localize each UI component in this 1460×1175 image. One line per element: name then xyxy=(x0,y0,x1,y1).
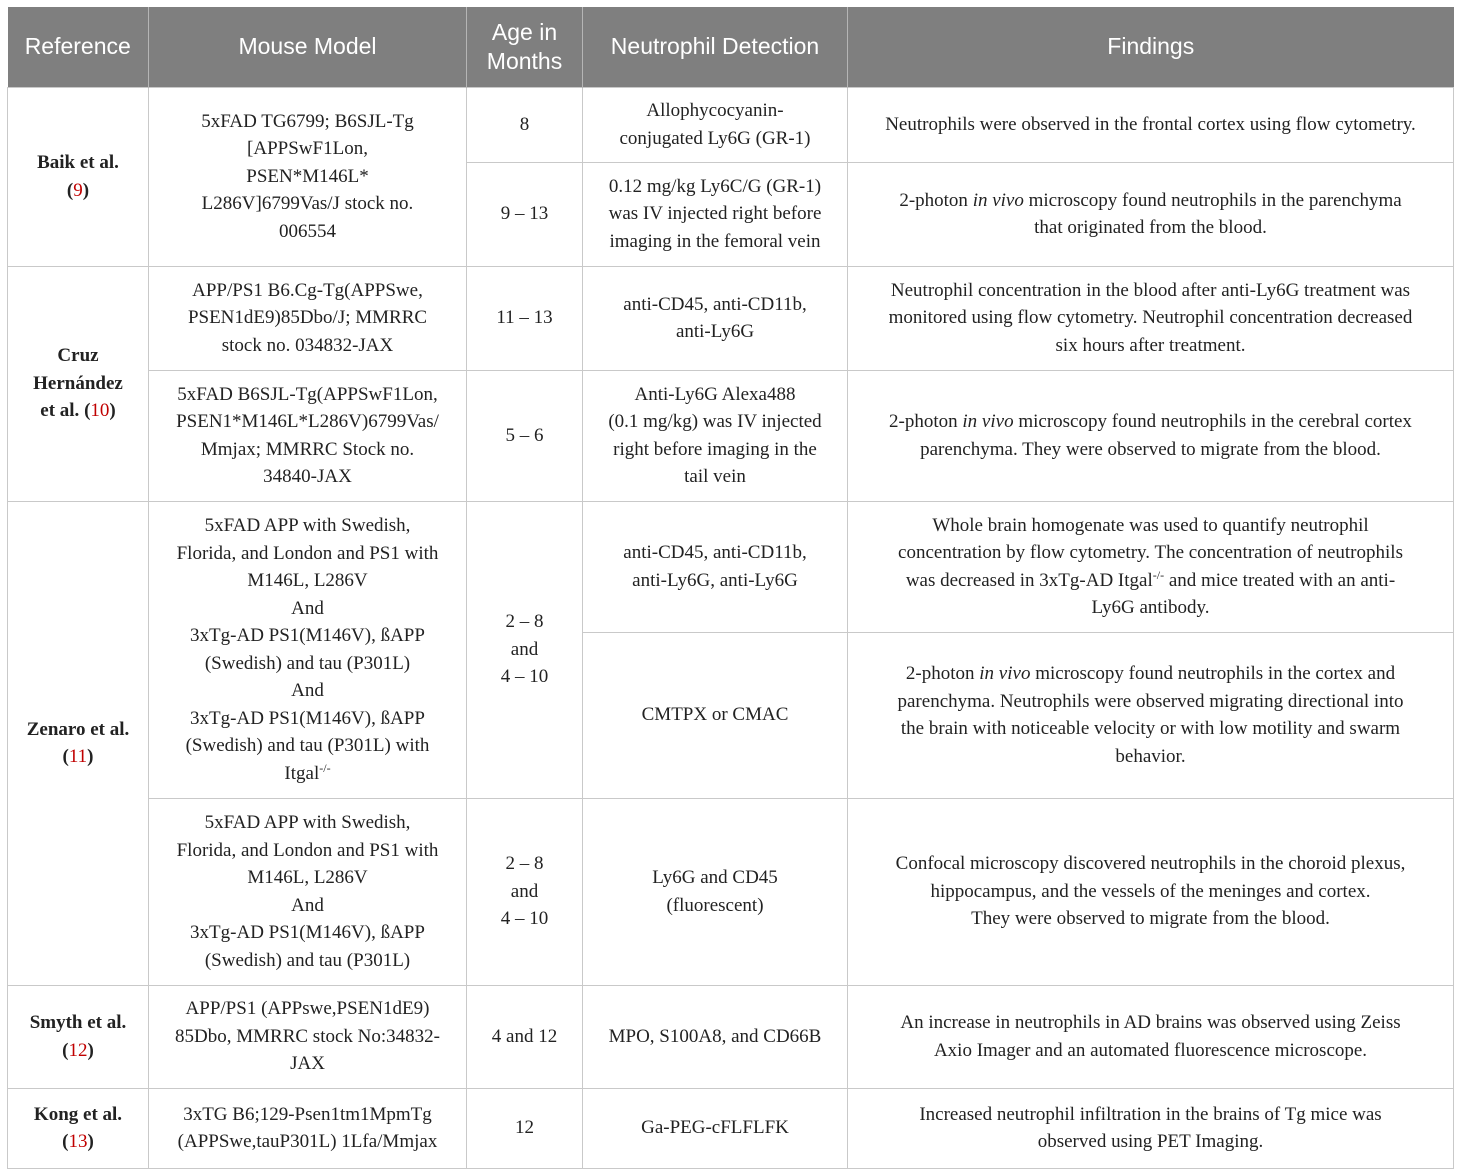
mouse-model-text: 5xFAD APP with Swedish, Florida, and London and PS1 with M146L, L286V And 3xTg-AD PS1(M146V), ßAPP (Swedish) and tau (P301L) And 3xTg-AD PS1(M146V), ßAPP (Swedish) and tau (P301L) with Itgal xyxy=(176,515,439,784)
detection-cell: CMTPX or CMAC xyxy=(583,632,848,798)
findings-text: and mice treated with an anti- Ly6G antibody. xyxy=(1091,569,1396,618)
findings-cell: Increased neutrophil infiltration in the brains of Tg mice was observed using PET Imaging. xyxy=(848,1088,1454,1168)
findings-cell: Neutrophil concentration in the blood after anti-Ly6G treatment was monitored using flow cytometry. Neutrophil concentration decreased six hours after treatment. xyxy=(848,266,1454,370)
findings-text: Whole brain homogenate was used to quantify neutrophil concentration by flow cytometry. The concentration of neutrophils was decreased in 3xTg-AD Itgal xyxy=(898,514,1403,591)
findings-emphasis: in vivo xyxy=(962,411,1014,432)
findings-cell xyxy=(848,162,1454,266)
age-cell: 8 xyxy=(467,87,583,162)
age-cell: 9 – 13 xyxy=(467,162,583,266)
detection-cell: anti-CD45, anti-CD11b, anti-Ly6G xyxy=(583,266,848,370)
findings-cell: Confocal microscopy discovered neutrophils in the choroid plexus, hippocampus, and the vessels of the meninges and cortex. They were observed to migrate from the blood. xyxy=(848,798,1454,985)
reference-cell: Kong et al. (13) xyxy=(8,1088,149,1168)
detection-cell: MPO, S100A8, and CD66B xyxy=(583,985,848,1088)
reference-name: Zenaro et al. xyxy=(26,718,130,740)
findings-text: microscopy found neutrophils in the parenchyma that originated from the blood. xyxy=(1028,189,1402,238)
age-cell: 4 and 12 xyxy=(467,985,583,1088)
findings-cell xyxy=(848,632,1454,798)
table-row xyxy=(8,266,1454,370)
table-header-row xyxy=(8,7,1454,87)
age-cell: 5 – 6 xyxy=(467,370,583,501)
table-row xyxy=(8,1088,1454,1168)
header-age: Age in Months xyxy=(467,7,583,87)
header-findings: Findings xyxy=(848,7,1454,87)
reference-name: Baik et al. xyxy=(37,152,119,173)
findings-text: 2-photon xyxy=(899,189,973,211)
mouse-model-cell: 5xFAD APP with Swedish, Florida, and London and PS1 with M146L, L286V And 3xTg-AD PS1(M146V), ßAPP (Swedish) and tau (P301L) xyxy=(149,798,467,985)
header-mouse-model: Mouse Model xyxy=(149,7,467,87)
age-cell: 11 – 13 xyxy=(467,266,583,370)
findings-cell xyxy=(848,501,1454,632)
reference-cell: Cruz Hernández et al. (10) xyxy=(8,266,149,501)
mouse-model-cell: 5xFAD B6SJL-Tg(APPSwF1Lon, PSEN1*M146L*L286V)6799Vas/ Mmjax; MMRRC Stock no. 34840-JAX xyxy=(149,370,467,501)
reference-link[interactable]: 13 xyxy=(68,1131,88,1152)
age-cell: 12 xyxy=(467,1088,583,1168)
reference-name: Smyth et al. xyxy=(29,1012,127,1033)
mouse-model-cell xyxy=(149,501,467,798)
reference-name: Kong et al. xyxy=(33,1103,123,1125)
findings-text: microscopy found neutrophils in the cerebral cortex parenchyma. They were observed to migrate from the blood. xyxy=(920,411,1412,460)
table-row xyxy=(8,87,1454,162)
neutrophil-studies-table xyxy=(7,7,1454,1169)
findings-text: microscopy found neutrophils in the cortex and parenchyma. Neutrophils were observed migrating directional into the brain with noticeable velocity or with low motility and swarm behavior. xyxy=(897,663,1404,767)
findings-cell xyxy=(848,370,1454,501)
age-cell: 2 – 8 and 4 – 10 xyxy=(467,798,583,985)
findings-text: 2-photon xyxy=(905,663,980,684)
reference-link[interactable]: 10 xyxy=(90,400,110,422)
mouse-model-cell: APP/PS1 B6.Cg-Tg(APPSwe, PSEN1dE9)85Dbo/J; MMRRC stock no. 034832-JAX xyxy=(149,266,467,370)
reference-name: Cruz Hernández et al. xyxy=(33,345,123,422)
header-detection: Neutrophil Detection xyxy=(583,7,848,87)
detection-cell: Ga-PEG-cFLFLFK xyxy=(583,1088,848,1168)
table-row xyxy=(8,501,1454,632)
findings-cell: Neutrophils were observed in the frontal cortex using flow cytometry. xyxy=(848,87,1454,162)
reference-cell: Zenaro et al. (11) xyxy=(8,501,149,985)
findings-emphasis: in vivo xyxy=(979,663,1031,684)
reference-link[interactable]: 9 xyxy=(73,179,83,201)
detection-cell: 0.12 mg/kg Ly6C/G (GR-1) was IV injected right before imaging in the femoral vein xyxy=(583,162,848,266)
table-row xyxy=(8,370,1454,501)
detection-cell: Allophycocyanin- conjugated Ly6G (GR-1) xyxy=(583,87,848,162)
header-reference: Reference xyxy=(8,7,149,87)
age-cell: 2 – 8 and 4 – 10 xyxy=(467,501,583,798)
reference-link[interactable]: 12 xyxy=(68,1039,88,1061)
findings-text: 2-photon xyxy=(889,411,963,432)
findings-emphasis: in vivo xyxy=(972,189,1024,211)
detection-cell: Anti-Ly6G Alexa488 (0.1 mg/kg) was IV injected right before imaging in the tail vein xyxy=(583,370,848,501)
superscript: -/- xyxy=(319,760,331,775)
reference-cell: Baik et al. (9) xyxy=(8,87,149,266)
mouse-model-cell: APP/PS1 (APPswe,PSEN1dE9) 85Dbo, MMRRC stock No:34832- JAX xyxy=(149,985,467,1088)
detection-cell: Ly6G and CD45 (fluorescent) xyxy=(583,798,848,985)
reference-cell: Smyth et al. (12) xyxy=(8,985,149,1088)
findings-cell: An increase in neutrophils in AD brains was observed using Zeiss Axio Imager and an automated fluorescence microscope. xyxy=(848,985,1454,1088)
detection-cell: anti-CD45, anti-CD11b, anti-Ly6G, anti-Ly6G xyxy=(583,501,848,632)
table-row xyxy=(8,985,1454,1088)
mouse-model-cell: 5xFAD TG6799; B6SJL-Tg [APPSwF1Lon, PSEN*M146L* L286V]6799Vas/J stock no. 006554 xyxy=(149,87,467,266)
reference-link[interactable]: 11 xyxy=(68,746,88,767)
mouse-model-cell: 3xTG B6;129-Psen1tm1MpmTg (APPSwe,tauP301L) 1Lfa/Mmjax xyxy=(149,1088,467,1168)
superscript: -/- xyxy=(1152,567,1165,582)
table-row xyxy=(8,798,1454,985)
